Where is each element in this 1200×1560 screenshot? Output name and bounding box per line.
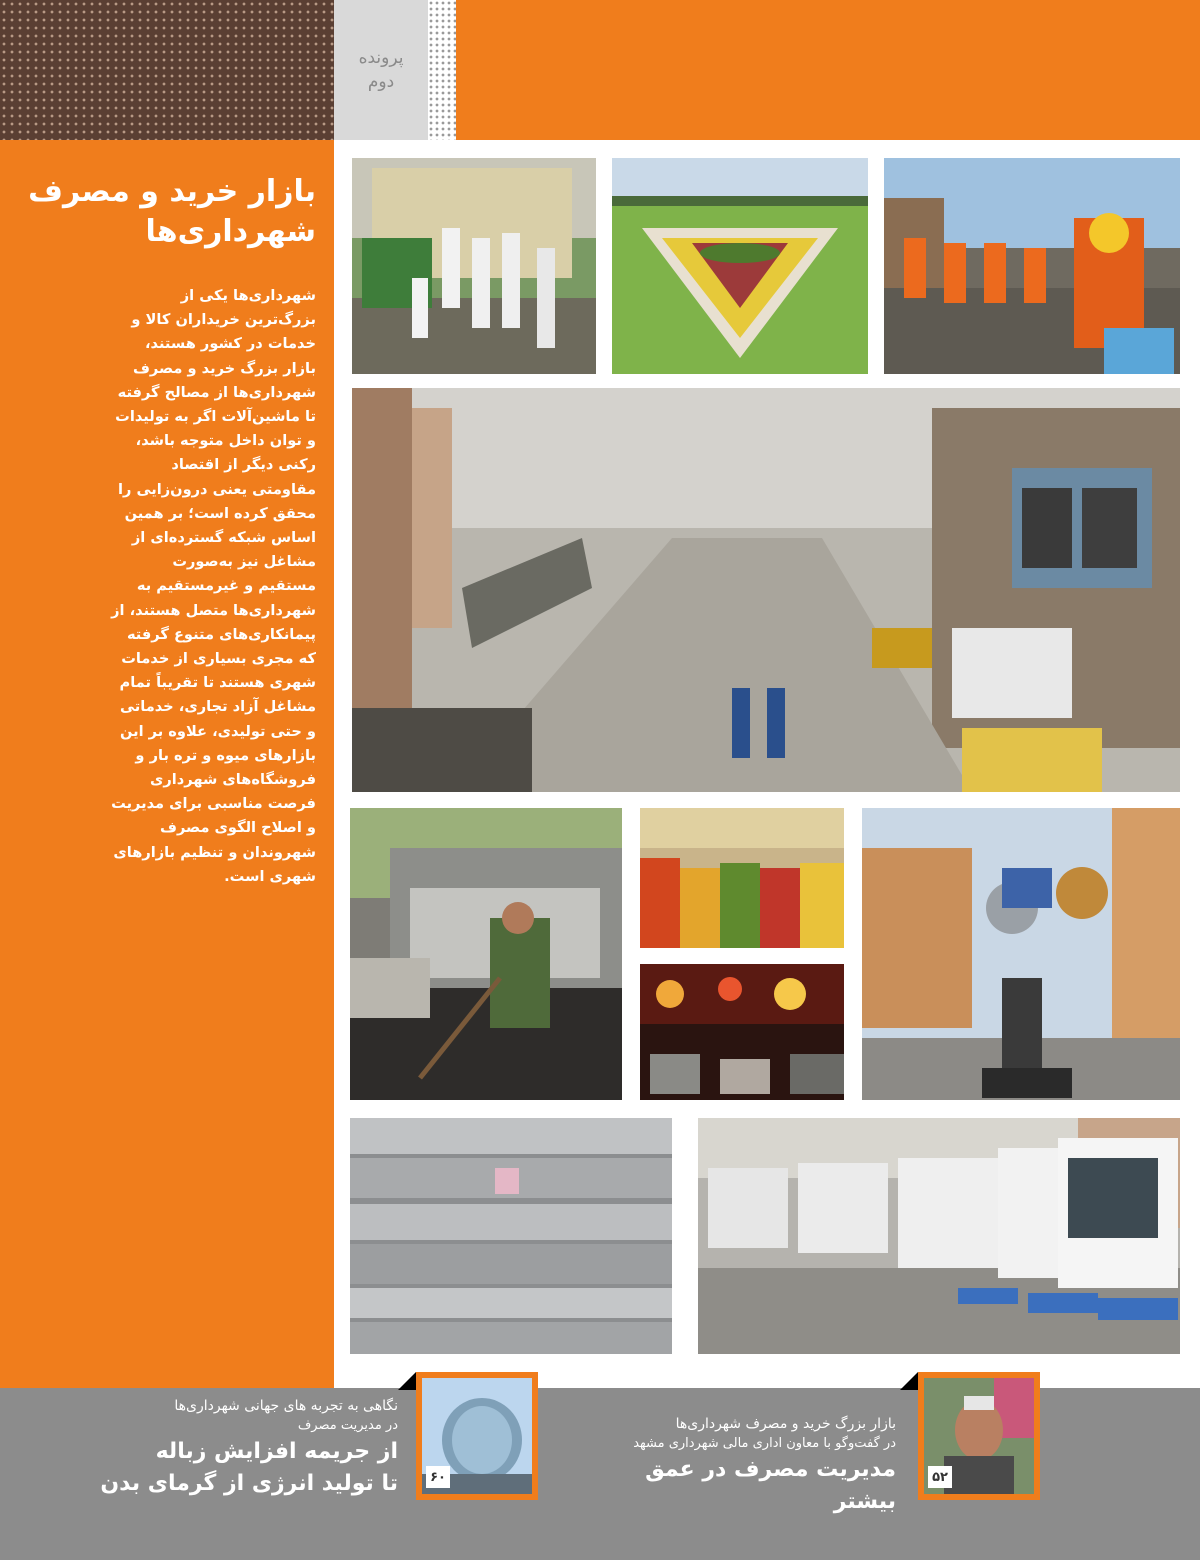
teaser-right-kicker-2: در گفت‌وگو با معاون اداری مالی شهرداری مشهد (633, 1436, 896, 1451)
header-orange-band (456, 0, 1200, 140)
header-pattern (0, 0, 334, 140)
photo-steel-rebar (350, 1118, 672, 1354)
teaser-left-kicker-2: در مدیریت مصرف (297, 1418, 398, 1433)
teaser-right-page-number: ۵۲ (928, 1466, 952, 1488)
photo-overpass-construction (352, 388, 1180, 792)
teaser-left-kicker-1: نگاهی به تجربه‌ های جهانی شهرداری‌ها (174, 1398, 398, 1414)
teaser-right-kicker-1: بازار بزرگ خرید و مصرف شهرداری‌ها (675, 1416, 896, 1432)
photo-festival-lights (640, 964, 844, 1100)
article-body: شهرداری‌ها یکی از بزرگ‌ترین خریداران کالا و خدمات در کشور هستند، بازار بزرگ خرید و مصرف شهرداری‌ها از مصالح گرفته تا ماشین‌آلات اگر به تولیدات و توان داخل متوجه باشد، رکنی دیگر از اقتصاد مقاومتی یعنی درون‌زایی را محقق کرده است؛ بر همین اساس شبکه گسترده‌ای از مشاغل نیز به‌صورت مستقیم و غیرمستقیم به شهرداری‌ها متصل هستند، از پیمانکاری‌های متنوع گرفته که مجری بسیاری از خدمات شهری هستند تا تقریباً تمام مشاغل آزاد تجاری، خدماتی و حتی تولیدی، علاوه بر این بازارهای میوه و تره بار و فروشگاه‌های شهرداری فرصت مناسبی برای مدیریت و اصلاح الگوی مصرف شهروندان و تنظیم بازارهای شهری است. (111, 287, 316, 885)
photo-fruit-market (640, 808, 844, 948)
article-title-line-1: بازار خرید و مصرف (28, 174, 316, 209)
teaser-left-notch (398, 1372, 416, 1390)
photo-sweeper-trucks (698, 1118, 1180, 1354)
teaser-left[interactable] (100, 1396, 398, 1500)
photo-motorcycle-statue (862, 808, 1180, 1100)
photo-flower-garden (612, 158, 868, 374)
teaser-right[interactable] (580, 1414, 896, 1518)
teaser-left-page-number: ۶۰ (426, 1466, 450, 1488)
teaser-right-headline: مدیریت مصرف در عمق بیشتر (645, 1457, 896, 1514)
teaser-left-headline-1: از جریمه افزایش زباله (155, 1439, 398, 1464)
dossier-label-1: پرونده (358, 48, 404, 68)
dossier-label-2: دوم (367, 72, 395, 92)
article-panel (0, 140, 334, 1388)
article-title (18, 172, 316, 252)
teaser-right-thumbnail[interactable] (918, 1372, 1040, 1500)
dossier-tag (334, 0, 428, 140)
teaser-left-thumbnail[interactable] (416, 1372, 538, 1500)
photo-students-painting (352, 158, 596, 374)
photo-street-cleaners (884, 158, 1180, 374)
teaser-right-notch (900, 1372, 918, 1390)
header-dot-strip (428, 0, 456, 140)
photo-asphalt-worker (350, 808, 622, 1100)
teaser-left-headline-2: تا تولید انرژی از گرمای بدن (100, 1471, 398, 1496)
article-title-line-2: شهرداری‌ها (145, 214, 316, 249)
